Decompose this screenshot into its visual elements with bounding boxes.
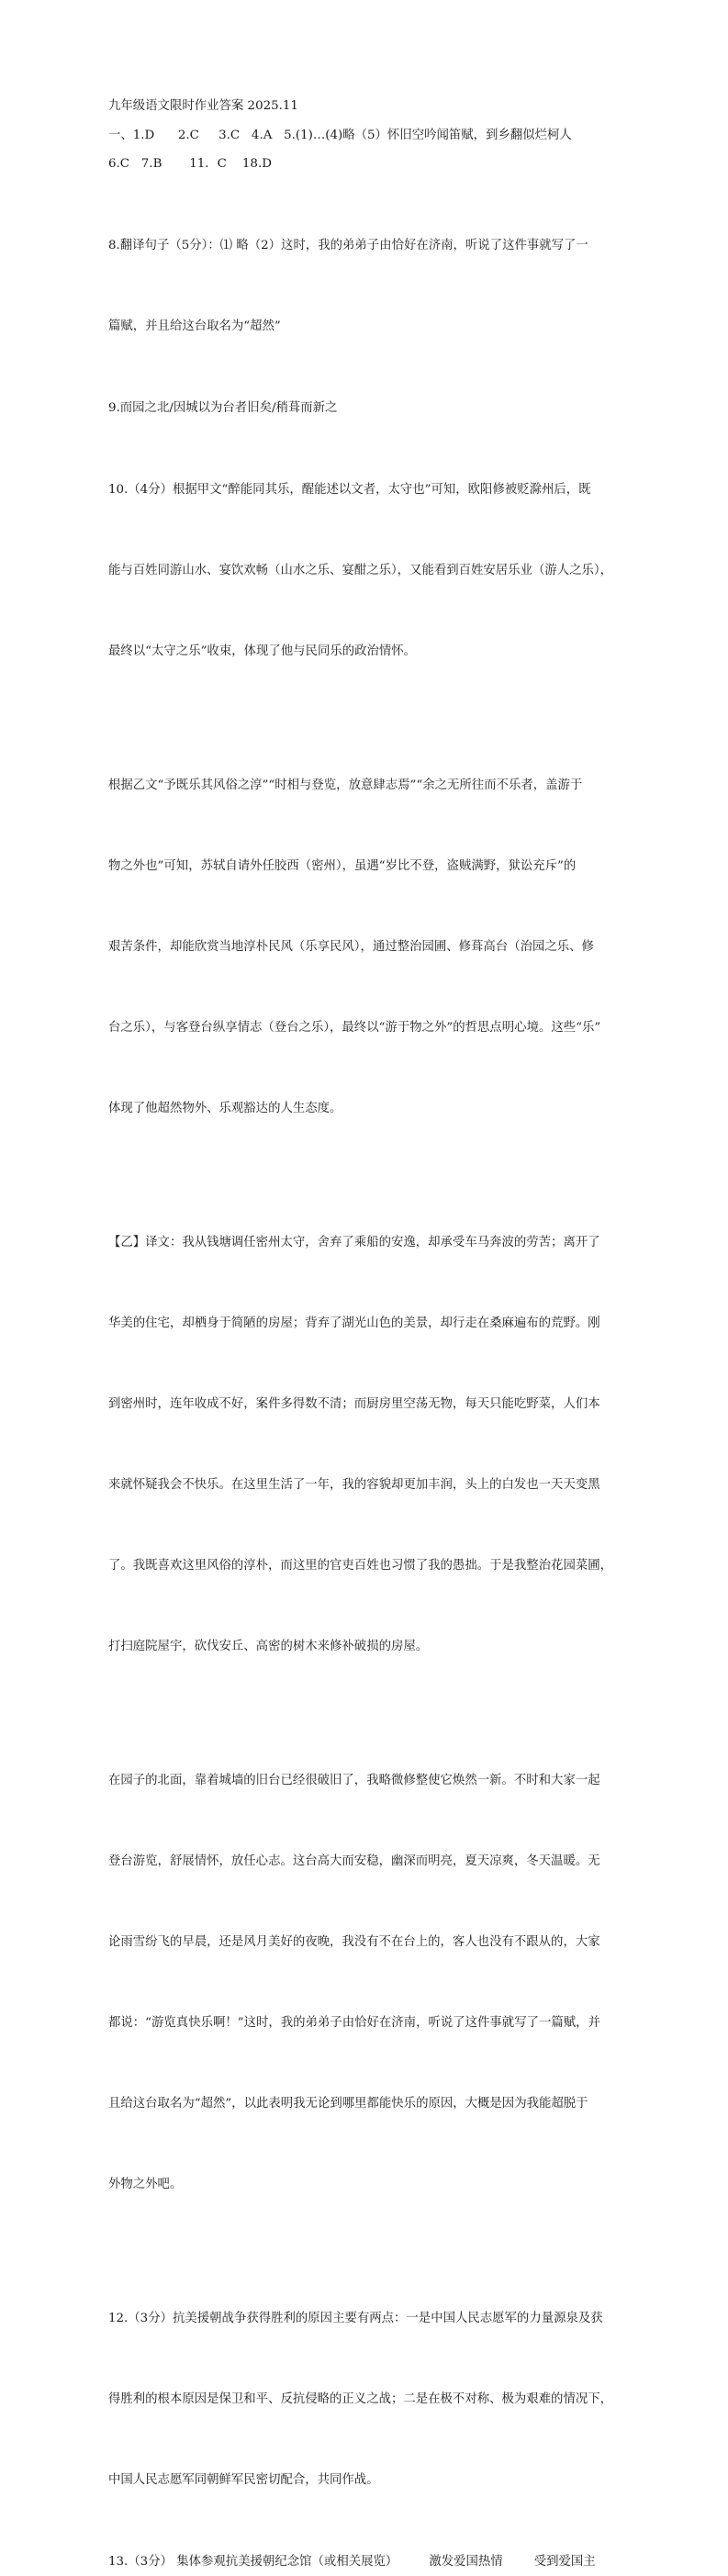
paragraph-line: 【乙】译文：我从钱塘调任密州太守，舍弃了乘船的安逸，却承受车马奔波的劳苦；离开了 [108,1236,600,1250]
paragraph-line: 了。我既喜欢这里风俗的淳朴，而这里的官吏百姓也习惯了我的愚拙。于是我整治花园菜圃， [108,1558,613,1573]
paragraph-line: 根据乙文“予既乐其风俗之淳”“时相与登览，放意肆志焉”“余之无所往而不乐者，盖游于 [108,778,583,793]
answer-line-q6-q18: 6.C 7.B 11．C 18.D [108,157,272,171]
paragraph-line: 篇赋，并且给这台取名为“超然” [108,319,281,333]
answer-line-q9: 9.而园之北/因城以为台者旧矣/稍葺而新之 [108,400,338,415]
paragraph-line: 都说：“游览真快乐啊！”这时，我的弟弟子由恰好在济南，听说了这件事就写了一篇赋，并 [108,2015,600,2030]
paragraph-line: 在园子的北面，靠着城墙的旧台已经很破旧了，我略微修整使它焕然一新。不时和大家一起 [108,1774,600,1788]
answer-q10-paragraph-jia [108,422,625,718]
paragraph-line: 华美的住宅，却栖身于简陋的房屋；背弃了湖光山色的美景，却行走在桑麻遍布的荒野。刚 [108,1316,600,1331]
paragraph-line: 外物之外吧。 [108,2177,183,2191]
paragraph-line: 来就怀疑我会不快乐。在这里生活了一年，我的容貌却更加丰润，头上的白发也一天天变黑 [108,1477,600,1492]
paragraph-line: 8.翻译句子（5分）：⑴ 略（2）这时，我的弟弟子由恰好在济南，听说了这件事就写了一 [108,239,588,253]
paragraph-line: 体现了他超然物外、乐观豁达的人生态度。 [108,1101,342,1115]
paragraph-line: 最终以“太守之乐”收束，体现了他与民同乐的政治情怀。 [108,644,417,658]
paragraph-line: 10.（4分）根据甲文“醉能同其乐，醒能述以文者，太守也”可知，欧阳修被贬滁州后，既 [108,482,591,497]
paragraph-line: 且给这台取名为“超然”，以此表明我无论到哪里都能快乐的原因，大概是因为我能超脱于 [108,2096,588,2111]
paragraph-line: 艰苦条件，却能欣赏当地淳朴民风（乐享民风），通过整治园圃、修葺高台（治园之乐、修 [108,940,594,955]
answer-line-q13: 13.（3分） 集体参观抗美援朝纪念馆（或相关展览） 激发爱国热情 受到爱国主 [108,2554,596,2569]
paragraph-line: 到密州时，连年收成不好，案件多得数不清；而厨房里空荡无物，每天只能吃野菜，人们本 [108,1397,600,1412]
answer-q10-paragraph-yi [108,719,625,1176]
translation-paragraph-2 [108,1714,625,2252]
paragraph-line: 12.（3分）抗美援朝战争获得胜利的原因主要有两点：一是中国人民志愿军的力量源泉及获 [108,2312,603,2326]
answer-q12-paragraph [108,2252,625,2548]
answer-q8-paragraph [108,179,625,394]
paragraph-line: 登台游览，舒展情怀，放任心志。这台高大而安稳，幽深而明亮，夏天凉爽，冬天温暖。无 [108,1854,600,1869]
paragraph-line: 台之乐），与客登台纵享情志（登台之乐），最终以“游于物之外”的哲思点明心境。这些“乐” [108,1020,601,1035]
answer-line-q1-q5: 一、1.D 2.C 3.C 4.A 5.(1)…(4)略（5）怀旧空吟闻笛赋，到乡翻似烂柯人 [108,128,572,142]
paragraph-line: 论雨雪纷飞的早晨，还是风月美好的夜晚，我没有不在台上的，客人也没有不跟从的，大家 [108,1935,600,1949]
document-header: 九年级语文限时作业答案 2025.11 [108,99,298,113]
paragraph-line: 打扫庭院屋宇，砍伐安丘、高密的树木来修补破损的房屋。 [108,1639,429,1653]
paragraph-line: 得胜利的根本原因是保卫和平、反抗侵略的正义之战；二是在极不对称、极为艰难的情况下， [108,2392,613,2407]
translation-paragraph-1 [108,1176,625,1714]
paragraph-line: 物之外也”可知，苏轼自请外任胶西（密州），虽遇“岁比不登，盗贼满野，狱讼充斥”的 [108,859,577,874]
paragraph-line: 能与百姓同游山水、宴饮欢畅（山水之乐、宴酣之乐），又能看到百姓安居乐业（游人之乐）， [108,563,613,577]
paragraph-line: 中国人民志愿军同朝鲜军民密切配合，共同作战。 [108,2472,379,2487]
